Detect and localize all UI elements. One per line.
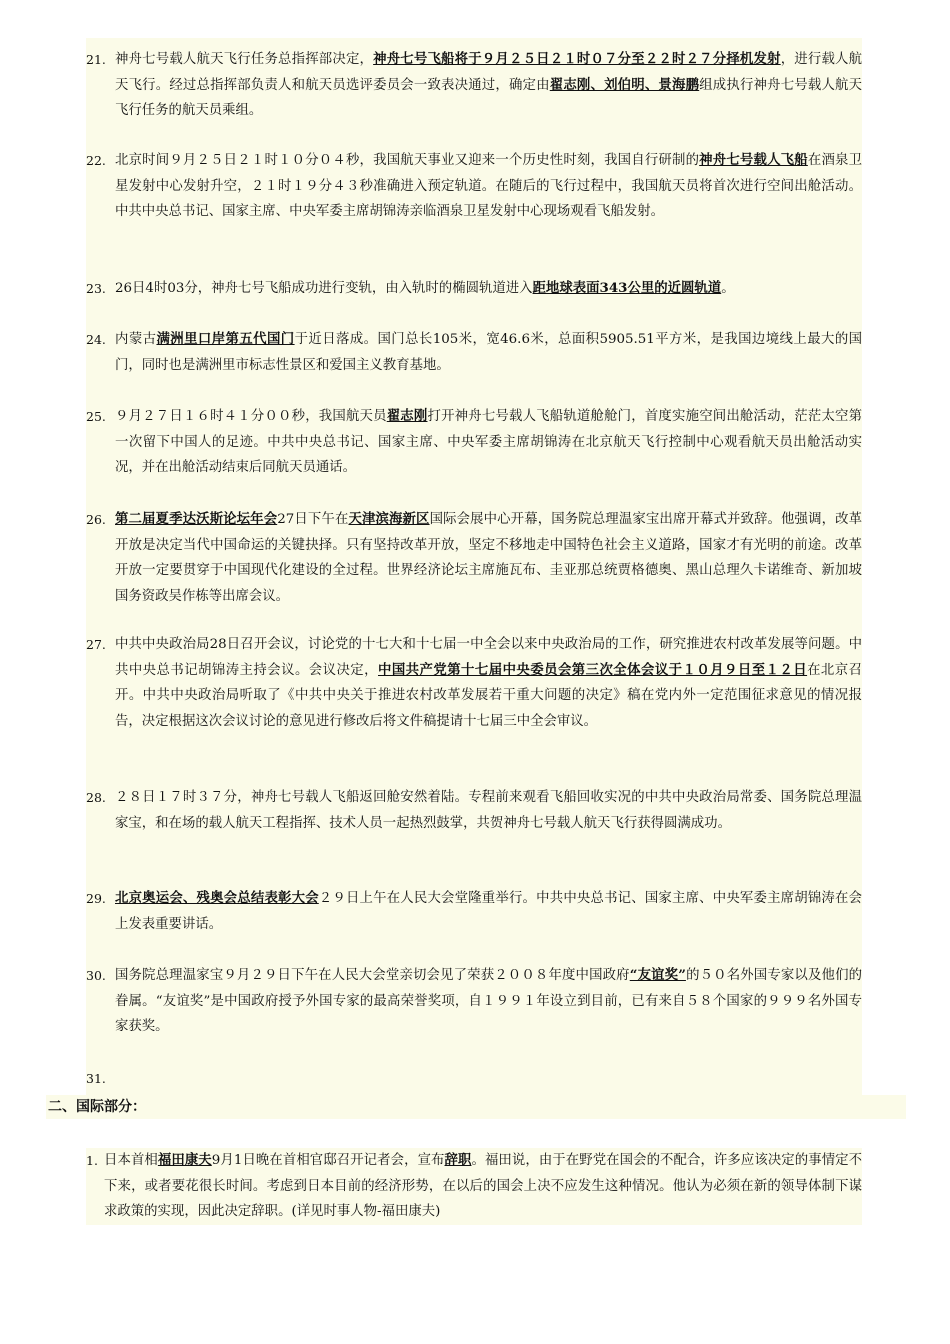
item-text-segment: ，进行载人航天飞行。经过总指挥部负责人和航天员选评委员会一致表决通过，确定由 [115,52,863,93]
key-fact-forum: 第二届夏季达沃斯论坛年会 [115,511,278,527]
key-fact-venue: 天津滨海新区 [348,511,430,527]
item-number: 21. [86,52,106,67]
key-fact-award: “友谊奖” [629,967,686,983]
item-number: 25. [86,409,106,424]
item-text-segment: 的５０名外国专家以及他们的眷属。“友谊奖”是中国政府授予外国专家的最高荣誉奖项，自１９９１年设立到目前，已有来自５８个国家的９９９名外国专家获奖。 [115,968,863,1034]
section-heading-international: 二、国际部分： [46,1095,906,1119]
item-number: 31. [86,1071,106,1086]
item-text-segment: 打开神舟七号载人飞船轨道舱舱门，首度实施空间出舱活动，茫茫太空第一次留下中国人的足迹。中共中央总书记、国家主席、中央军委主席胡锦涛在北京航天飞行控制中心观看航天员出舱活动实况，并在出舱活动结束后同航天员通话。 [115,409,863,475]
item-text [115,47,862,124]
item-text-segment: 。 [721,281,735,296]
key-fact-plenary: 中国共产党第十七届中央委员会第三次全体会议于１０月９日至１２日 [378,661,808,678]
item-text-segment: 26日4时03分，神舟七号飞船成功进行变轨，由入轨时的椭圆轨道进入 [115,281,533,296]
item-text [115,886,862,937]
key-fact-orbit: 距地球表面343公里的近圆轨道 [532,280,722,296]
key-fact-astronaut: 翟志刚 [386,408,428,424]
item-text [104,1148,862,1225]
item-text-segment: 国务院总理温家宝９月２９日下午在人民大会堂亲切会见了荣获２００８年度中国政府 [115,968,630,983]
item-text-segment: 国际会展中心开幕，国务院总理温家宝出席开幕式并致辞。他强调，改革开放是决定当代中国命运的关键抉择。只有坚持改革开放，坚定不移地走中国特色社会主义道路，国家才有光明的前途。改革开放一定要贯穿于中国现代化建设的全过程。世界经济论坛主席施瓦布、圭亚那总统贾格德奥、黑山总理久卡诺维奇、新加坡国务资政吴作栋等出席会议。 [115,512,863,604]
list-item-26 [86,507,862,609]
key-fact-ceremony: 北京奥运会、残奥会总结表彰大会 [115,890,319,906]
list-item-23 [86,276,862,302]
list-item-29 [86,886,862,937]
item-text [115,148,862,225]
item-text-segment: 神舟七号载人航天飞行任务总指挥部决定， [115,52,374,67]
item-text-segment: ９月２７日１６时４１分００秒，我国航天员 [115,409,387,424]
item-text-segment: 27日下午在 [277,512,349,527]
intl-list-item-1 [86,1148,862,1225]
list-item-31 [86,1066,862,1092]
item-number: 24. [86,332,106,347]
item-text [115,404,862,481]
item-text [115,632,862,734]
list-item-25 [86,404,862,481]
item-text [115,276,862,302]
item-number: 22. [86,153,106,168]
item-number: 26. [86,512,106,527]
item-text-segment: ２８日１７时３７分，神舟七号载人飞船返回舱安然着陆。专程前来观看飞船回收实况的中共中央政治局常委、国务院总理温家宝，和在场的载人航天工程指挥、技术人员一起热烈鼓掌，共贺神舟七号载人航天飞行获得圆满成功。 [115,790,862,831]
item-text-segment: 于近日落成。国门总长105米，宽46.6米，总面积5905.51平方米，是我国边境线上最大的国门，同时也是满洲里市标志性景区和爱国主义教育基地。 [115,332,863,373]
key-fact-gate: 满洲里口岸第五代国门 [156,331,295,347]
list-item-22 [86,148,862,225]
key-fact-person: 福田康夫 [157,1152,212,1168]
key-fact-spacecraft: 神舟七号载人飞船 [699,152,808,168]
list-item-24 [86,327,862,378]
key-fact-launch-time: 神舟七号飞船将于９月２５日２１时０７分至２２时２７分择机发射 [373,51,781,67]
item-text-segment: 组成执行神舟七号载人航天飞行任务的航天员乘组。 [115,77,863,118]
item-text-segment: 北京时间９月２５日２１时１０分０４秒，我国航天事业又迎来一个历史性时刻，我国自行研制的 [115,153,700,168]
item-number: 27. [86,637,106,652]
item-number: 1. [86,1153,98,1168]
item-text [115,327,862,378]
item-text-segment: 内蒙古 [115,332,157,347]
key-fact-astronauts: 翟志刚、刘伯明、景海鹏 [549,76,700,93]
list-item-27 [86,632,862,734]
item-number: 28. [86,790,106,805]
list-item-21 [86,47,862,124]
key-fact-resignation: 辞职 [444,1152,472,1168]
item-text-segment: 。福田说，由于在野党在国会的不配合，许多应该决定的事情定不下来，或者要花很长时间。考虑到日本目前的经济形势，在以后的国会上决不应发生这种情况。他认为必须在新的领导体制下谋求政策的实现，因此决定辞职。(详见时事人物-福田康夫) [104,1153,863,1219]
item-text-segment: ２９日上午在人民大会堂隆重举行。中共中央总书记、国家主席、中央军委主席胡锦涛在会上发表重要讲话。 [115,891,862,932]
item-text [115,1066,862,1092]
item-text [115,507,862,609]
item-number: 23. [86,281,106,296]
item-text-segment: 日本首相 [104,1153,158,1168]
item-text [115,963,862,1040]
item-text-segment: 9月1日晚在首相官邸召开记者会，宣布 [211,1153,445,1168]
item-text-segment: 在酒泉卫星发射中心发射升空，２１时１９分４３秒准确进入预定轨道。在随后的飞行过程中，我国航天员将首次进行空间出舱活动。中共中央总书记、国家主席、中央军委主席胡锦涛亲临酒泉卫星发射中心现场观看飞船发射。 [115,153,863,219]
item-text-segment: 在北京召开。中共中央政治局听取了《中共中央关于推进农村改革发展若干重大问题的决定》稿在党内外一定范围征求意见的情况报告，决定根据这次会议讨论的意见进行修改后将文件稿提请十七届三中全会审议。 [115,662,863,729]
item-number: 29. [86,891,106,906]
item-text [115,785,862,836]
item-text-segment: 中共中央政治局28日召开会议，讨论党的十七大和十七届一中全会以来中央政治局的工作，研究推进农村改革发展等问题。中共中央总书记胡锦涛主持会议。会议决定， [115,637,862,678]
list-item-28 [86,785,862,836]
list-item-30 [86,963,862,1040]
item-number: 30. [86,968,106,983]
